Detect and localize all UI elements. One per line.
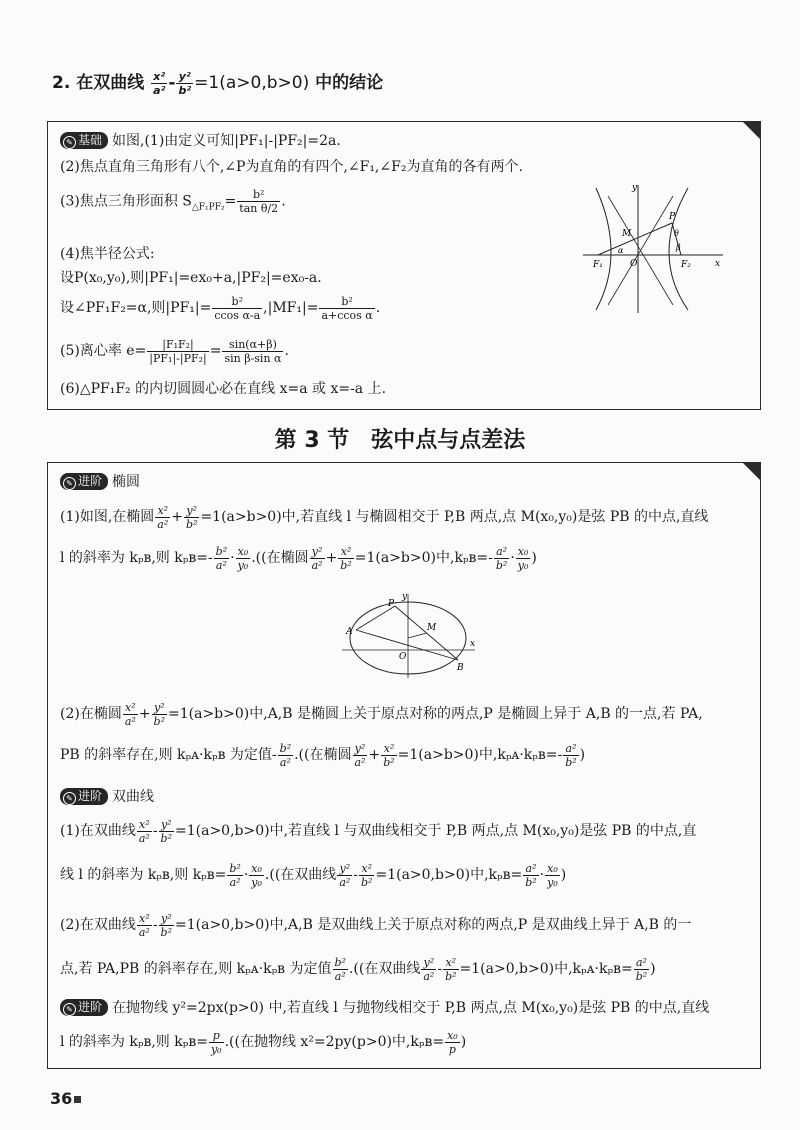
ellipse-label-x: x: [470, 639, 476, 649]
basics-line-3: (3)焦点三角形面积 $S_{\triangle F_1PF_2}=$ $\frac{\text{b²}}{\text{tan θ/2}}$ .: [60, 188, 286, 215]
hyperbola-header: ✎ 进阶 双曲线: [60, 787, 154, 807]
basics-line-4: (4)焦半径公式:: [60, 246, 155, 262]
hyperbola-item-1-line-2: 线 l 的斜率为 kₚʙ,则 kₚʙ= $\frac{\text{b²}}{\text{a²}}$ · $\frac{\text{x₀}}{\text{y₀}}$ .((在双曲线 $\frac{\text{y²}}{\text{a²}}$ - $\frac{\text{x²}}{\text{b²}}$ =1(a>0,b>0)中,kₚʙ= $\frac{\text{a²}}{\text{b²}}$ · $\frac{\text{x₀}}{\text{y₀}}$ ): [60, 861, 567, 889]
advanced-tag-parabola: ✎ 进阶: [60, 999, 108, 1016]
parabola-line-2: l 的斜率为 kₚʙ,则 kₚʙ= $\frac{p}{\text{y₀}}$ .((在抛物线 x²=2py(p>0)中,kₚʙ= $\frac{\text{x₀}}{p}$ ): [60, 1028, 467, 1056]
advanced-tag-ellipse: ✎ 进阶: [60, 473, 108, 490]
page-square-icon: [74, 1096, 81, 1103]
label-F1: F₁: [593, 260, 603, 270]
basics-line-8: (6)△PF₁F₂ 的内切圆圆心必在直线 x=a 或 x=-a 上.: [60, 381, 387, 397]
fraction-x2-a2: $\frac{\text{x²}}{\text{a²}}$: [153, 69, 166, 97]
hyperbola-item-2-line-2: 点,若 PA,PB 的斜率存在,则 kₚᴀ·kₚʙ 为定值 $\frac{\text{b²}}{\text{a²}}$ .((在双曲线 $\frac{\text{y²}}{\text{a²}}$ - $\frac{\text{x²}}{\text{b²}}$ =1(a>0,b>0)中,kₚᴀ·kₚʙ= $\frac{\text{a²}}{\text{b²}}$ ): [60, 955, 656, 983]
heading-number: 2.: [52, 73, 71, 93]
note-icon: ✎: [63, 136, 76, 149]
ellipse-item-1-line-1: (1)如图,在椭圆 $\frac{\text{x²}}{\text{a²}}$ + $\frac{\text{y²}}{\text{b²}}$ =1(a>b>0)中,若直线 l 与椭圆相交于 P,B 两点,点 M(x₀,y₀)是弦 PB 的中点,直线: [60, 503, 709, 531]
note-icon: ✎: [63, 792, 76, 805]
note-icon: ✎: [63, 477, 76, 490]
chord-ab: [356, 630, 458, 660]
ellipse-item-2-line-2: PB 的斜率存在,则 kₚᴀ·kₚʙ 为定值- $\frac{\text{b²}}{\text{a²}}$ .((在椭圆 $\frac{\text{y²}}{\text{a²}}$ + $\frac{\text{x²}}{\text{b²}}$ =1(a>b>0)中,kₚᴀ·kₚʙ=- $\frac{\text{a²}}{\text{b²}}$ ): [60, 741, 586, 769]
hyperbola-item-2-line-1: (2)在双曲线 $\frac{\text{x²}}{\text{a²}}$ - $\frac{\text{y²}}{\text{b²}}$ =1(a>0,b>0)中,A,B 是双曲线上关于原点对称的两点,P 是双曲线上异于 A,B 的一: [60, 911, 692, 939]
box-corner-decoration: [742, 121, 760, 139]
fraction-area: $\frac{\text{b²}}{\text{tan θ/2}}$: [239, 188, 279, 215]
basics-tag: ✎ 基础: [60, 132, 108, 149]
section-title: 第 3 节 弦中点与点差法: [274, 428, 526, 453]
ellipse-header: ✎ 进阶 椭圆: [60, 472, 140, 492]
ellipse-figure: [340, 590, 480, 680]
ellipse-label-y: y: [402, 592, 408, 602]
heading-prefix: 在双曲线: [76, 73, 145, 93]
label-M: M: [622, 229, 632, 239]
hyperbola-left-branch: [596, 188, 611, 310]
label-y: y: [632, 183, 638, 193]
fraction-y2-b2: $\frac{\text{y²}}{\text{b²}}$: [178, 69, 192, 97]
segment-om: [408, 633, 427, 638]
ellipse-label-O: O: [399, 652, 407, 662]
note-icon: ✎: [63, 1003, 76, 1016]
label-O: O: [630, 259, 638, 269]
heading-2: 2. 在双曲线 $\frac{\text{x²}}{\text{a²}}$ - $\frac{\text{y²}}{\text{b²}}$ =1(a>0,b>0) 中的结论: [52, 69, 384, 97]
ellipse-item-2-line-1: (2)在椭圆 $\frac{\text{x²}}{\text{a²}}$ + $\frac{\text{y²}}{\text{b²}}$ =1(a>b>0)中,A,B 是椭圆上关于原点对称的两点,P 是椭圆上异于 A,B 的一点,若 PA,: [60, 700, 703, 728]
advanced-tag-hyperbola: ✎ 进阶: [60, 788, 108, 805]
heading-eq: =1(a>0,b>0): [194, 73, 310, 93]
ellipse-label-P: P: [388, 599, 395, 609]
label-theta: θ: [674, 229, 679, 238]
basics-line-5: 设P(x₀,y₀),则|PF₁|=ex₀+a,|PF₂|=ex₀-a.: [60, 270, 322, 286]
label-F2: F₂: [681, 260, 691, 270]
hyperbola-figure: [578, 180, 728, 315]
basics-line-1: ✎ 基础 如图,(1)由定义可知|PF₁|-|PF₂|=2a.: [60, 131, 341, 151]
ellipse-label-M: M: [427, 623, 437, 633]
hyperbola-item-1-line-1: (1)在双曲线 $\frac{\text{x²}}{\text{a²}}$ - $\frac{\text{y²}}{\text{b²}}$ =1(a>0,b>0)中,若直线 l 与双曲线相交于 P,B 两点,点 M(x₀,y₀)是弦 PB 的中点,直: [60, 817, 697, 845]
label-x: x: [715, 259, 721, 269]
fraction-mf1: $\frac{\text{b²}}{\text{a+ccos α}}$: [321, 294, 373, 322]
label-alpha: α: [618, 246, 624, 255]
fraction-eccentricity-2: $\frac{\sin(\alpha+\beta)}{\text{sin β-sin α}}$: [224, 337, 282, 365]
fraction-pf1: $\frac{\text{b²}}{\text{ccos α-a}}$: [214, 294, 261, 322]
label-beta: β: [676, 243, 681, 252]
basics-line-7: (5)离心率 e= $\frac{\text{|F₁F₂|}}{\text{|PF₁|-|PF₂|}}$ = $\frac{\sin(\alpha+\beta)}{\text{sin β-sin α}}$ .: [60, 337, 289, 365]
page-number: 36: [50, 1088, 81, 1110]
ellipse-item-1-line-2: l 的斜率为 kₚʙ,则 kₚʙ=- $\frac{\text{b²}}{\text{a²}}$ · $\frac{\text{x₀}}{\text{y₀}}$ .((在椭圆 $\frac{\text{y²}}{\text{a²}}$ + $\frac{\text{x²}}{\text{b²}}$ =1(a>b>0)中,kₚʙ=- $\frac{\text{a²}}{\text{b²}}$ · $\frac{\text{x₀}}{\text{y₀}}$ ): [60, 544, 537, 572]
parabola-line-1: ✎ 进阶 在抛物线 y²=2px(p>0) 中,若直线 l 与抛物线相交于 P,B 两点,点 M(x₀,y₀)是弦 PB 的中点,直线: [60, 998, 709, 1018]
ellipse-label-A: A: [346, 627, 353, 637]
basics-line-2: (2)焦点直角三角形有八个,∠P为直角的有四个,∠F₁,∠F₂为直角的各有两个.: [60, 159, 523, 175]
ellipse-label-B: B: [457, 663, 464, 673]
label-P: P: [669, 212, 676, 222]
fraction-eccentricity-1: $\frac{\text{|F₁F₂|}}{\text{|PF₁|-|PF₂|}}$: [149, 337, 207, 365]
basics-line-6: 设∠PF₁F₂=α,则|PF₁|= $\frac{\text{b²}}{\text{ccos α-a}}$ ,|MF₁|= $\frac{\text{b²}}{\text{a+ccos α}}$ .: [60, 294, 381, 322]
heading-suffix: 中的结论: [315, 73, 384, 93]
chord-ap: [356, 606, 395, 630]
box-corner-decoration-2: [742, 462, 760, 480]
